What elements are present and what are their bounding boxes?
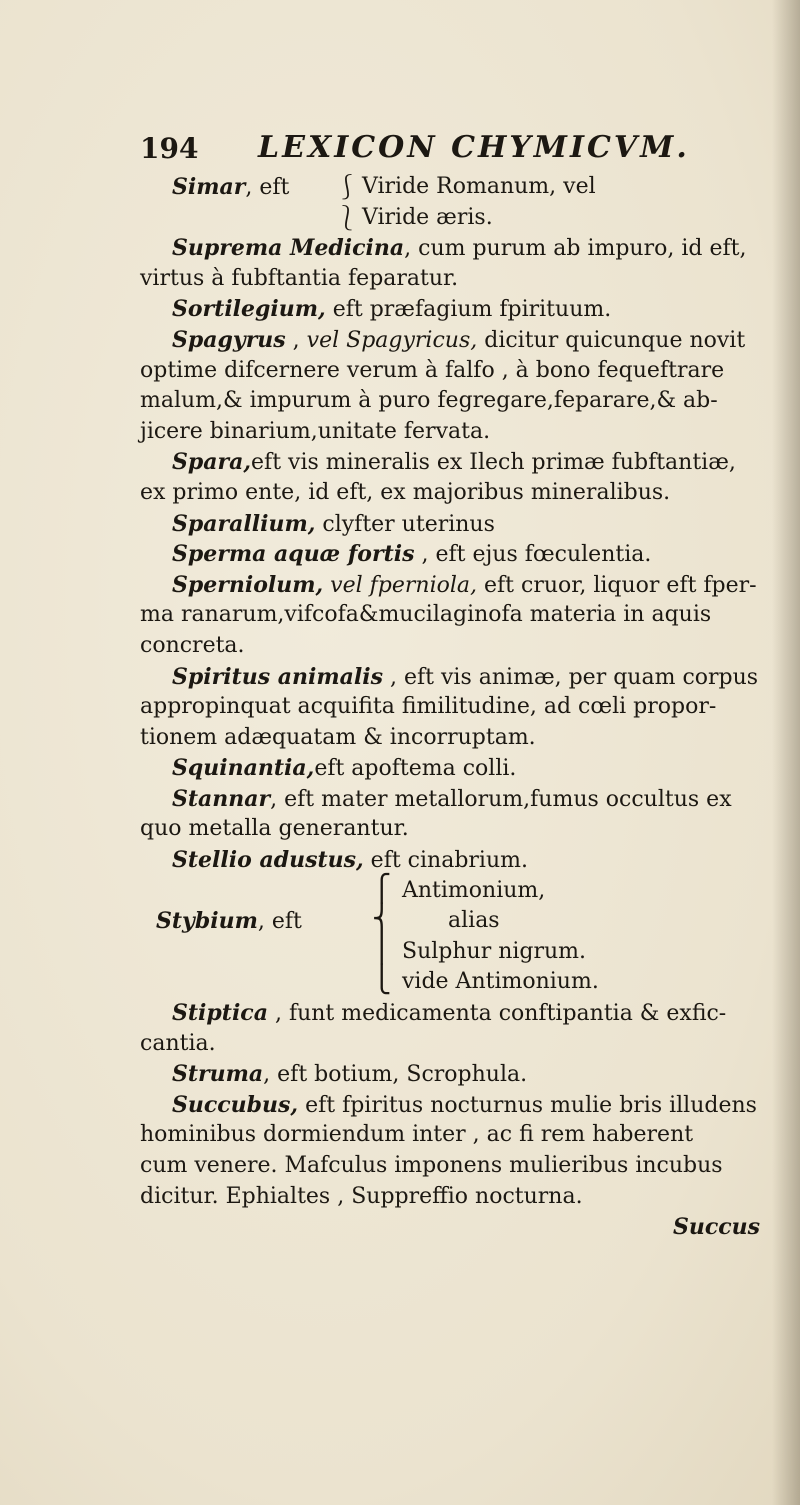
headword: Spara, [172,449,252,476]
entry-stellio: Stellio adustus, eft cinabrium. [172,847,528,874]
entry-stybium: ⎧ Antimonium, [372,873,546,904]
entry-sperma: Sperma aquæ fortis , eft ejus fœculentia. [172,541,652,568]
lexicon-text: Simar, eft ⎰ Viride Romanum, vel ⎱ Viride æris. Suprema Medicina, cum purum ab impuro, id eft, virtus à fubftantia feparatur. Sortilegium, eft præfagium fpirituum. Spagyrus , vel Spagyricus, dicitur quicunque novit optime difcernere verum à falfo , à bono fequeftrare malum,& impurum à puro fegregare,feparare,& ab- jicere binarium,unitate fervata. Spara,eft vis mineralis ex Ilech primæ fubftantiæ, ex primo ente, id eft, ex majoribus mineralibus. Sparallium, clyfter uterinus Sperma aquæ fortis , eft ejus fœculentia. Sperniolum, vel fperniola, eft cruor, liquor eft fper- ma ranarum,vifcofa&mucilaginofa materia in aquis concreta. Spiritus animalis , eft vis animæ, per quam corpus appropinquat acquifita fimilitudine, ad cœli propor- tionem adæquatam & incorruptam. Squinantia,eft apoftema colli. Stannar, eft mater metallorum,fumus occultus ex quo metalla generantur. Stellio adustus, eft cinabrium. ⎧ Antimonium, Stybium, eft ⎨ alias ⎪ Sulphur nigrum. ⎩ vide Antimonium. Stiptica , funt medicamenta conftipantia & exfic- cantia. Struma, eft botium, Scrophula. Succubus, eft fpiritus nocturnus mulie bris illudens hominibus dormiendum inter , ac fi rem haberent cum venere. Mafculus imponens mulieribus incubus dicitur. Ephialtes , Suppreffio nocturna. Succus [140,172,780,1243]
headword: Simar [172,174,246,200]
headword: Stellio adustus, [172,847,364,874]
entry-squinantia: Squinantia,eft apoftema colli. [172,755,517,782]
brace-top: ⎧ [372,873,392,904]
brace-bottom: ⎩ [372,965,392,996]
brace-middle: ⎨ [372,904,392,935]
headword: Struma [172,1061,264,1088]
entry-spiritus: Spiritus animalis , eft vis animæ, per quam corpus [172,663,759,690]
headword: Sperniolum, [172,571,324,598]
headword: Suprema Medicina [172,235,405,262]
headword: Sparallium, [172,510,316,537]
entry-spagyrus: Spagyrus , vel Spagyricus, dicitur quicunque novit [172,326,746,353]
brace-top: ⎰ [335,173,359,201]
entry-struma: Struma, eft botium, Scrophula. [172,1061,528,1088]
catchword: Succus [672,1214,760,1241]
brace-bottom: ⎱ [335,203,359,232]
running-title: LEXICON CHYMICVM. [258,130,690,165]
entry-stiptica: Stiptica , funt medicamenta conftipantia & exfic- [172,1000,727,1027]
entry-sparallium: Sparallium, clyfter uterinus [172,510,495,537]
headword: Spagyrus [172,326,286,353]
headword: Sperma aquæ fortis [172,541,415,568]
headword: Spiritus animalis [172,663,384,690]
headword: Stiptica [172,1000,268,1027]
entry-sperniolum: Sperniolum, vel fperniola, eft cruor, liquor eft fper- [172,571,757,598]
page-header [140,130,740,170]
headword: Stybium [156,908,258,935]
page-number: 194 [140,132,199,165]
headword: Succubus, [172,1091,299,1118]
entry-stannar: Stannar, eft mater metallorum,fumus occultus ex [172,785,732,812]
entry-succubus: Succubus, eft fpiritus nocturnus mulie bris illudens [172,1091,757,1118]
headword: Stannar [172,785,271,812]
brace-middle-lower: ⎪ [372,934,392,965]
entry-sortilegium: Sortilegium, eft præfagium fpirituum. [172,296,612,323]
entry-simar: Simar, eft ⎰ Viride Romanum, vel [172,173,596,201]
headword: Squinantia, [172,755,315,782]
entry-suprema: Suprema Medicina, cum purum ab impuro, id eft, [172,235,747,262]
headword: Sortilegium, [172,296,326,323]
entry-spara: Spara,eft vis mineralis ex Ilech primæ fubftantiæ, [172,449,736,476]
